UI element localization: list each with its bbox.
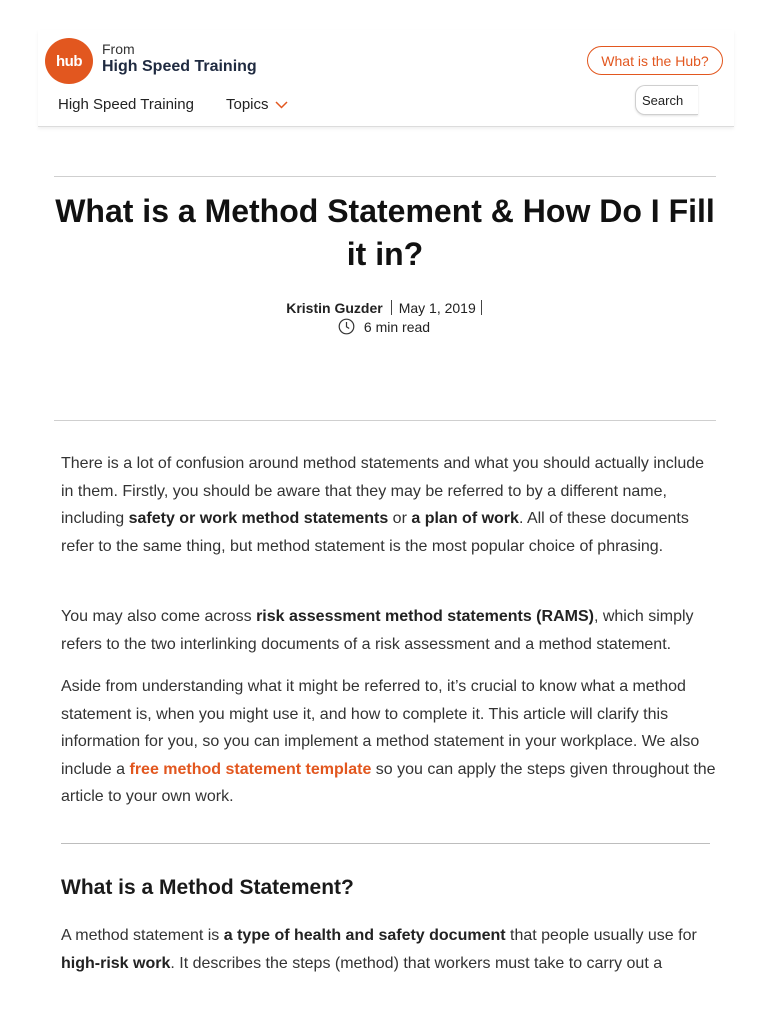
title-top-divider <box>54 176 716 177</box>
rams-paragraph <box>61 603 716 658</box>
site-header <box>38 30 734 127</box>
nav-topics-label: Topics <box>226 96 269 113</box>
hub-logo[interactable] <box>45 38 93 84</box>
clock-icon <box>338 318 355 335</box>
text: A method statement is <box>61 927 224 944</box>
byline-separator <box>481 300 482 315</box>
bold-text: safety or work method statements <box>128 510 389 527</box>
nav-topics[interactable] <box>226 96 288 113</box>
bold-text: risk assessment method statements (RAMS) <box>256 608 594 625</box>
text: You may also come across <box>61 608 257 625</box>
template-link[interactable]: free method statement template <box>129 760 372 778</box>
chevron-down-icon <box>275 101 288 109</box>
read-time <box>0 318 768 335</box>
byline <box>0 300 768 316</box>
text: . All of these documents refer to the same thing, but method statement is the most popular choice of phrasing. <box>61 510 689 555</box>
bold-text: a type of health and safety document <box>223 927 506 944</box>
text: that people usually use for <box>505 927 697 944</box>
text: . It describes the steps (method) that workers must take to carry out a <box>170 954 663 972</box>
publish-date: May 1, 2019 <box>398 300 476 316</box>
intro-paragraph <box>61 450 716 560</box>
brand-from: From <box>102 41 135 57</box>
page-title: What is a Method Statement & How Do I Fill it in? <box>55 193 715 272</box>
logo-text: hub <box>56 52 82 70</box>
read-time-label: 6 min read <box>363 318 431 335</box>
byline-separator <box>391 300 392 315</box>
what-is-hub-button[interactable]: What is the Hub? <box>587 46 723 75</box>
bold-text: high-risk work <box>61 954 171 972</box>
author-name[interactable]: Kristin Guzder <box>286 300 383 316</box>
section-divider <box>61 843 710 844</box>
aside-paragraph <box>61 673 716 811</box>
text: Aside from understanding what it might be referred to, it’s crucial to know what a method statement is, when you might use it, and how to complete it. This article will clarify this information for you, so you can implement a method statement in your workplace. We also include a <box>61 678 700 778</box>
nav-high-speed-training[interactable]: High Speed Training <box>58 96 194 113</box>
header-bottom-divider <box>54 420 716 421</box>
text: or <box>388 510 412 527</box>
section-heading: What is a Method Statement? <box>61 876 354 899</box>
definition-paragraph <box>61 922 716 977</box>
text: , which simply refers to the two interlinking documents of a risk assessment and a method statement. <box>61 608 694 653</box>
brand-name[interactable]: High Speed Training <box>102 58 257 75</box>
text: There is a lot of confusion around method statements and what you should actually include in them. Firstly, you should be aware that they may be referred to by a different name, including <box>61 455 705 527</box>
text: so you can apply the steps given throughout the article to your own work. <box>61 760 716 805</box>
search-input[interactable] <box>635 85 698 115</box>
bold-text: a plan of work <box>411 510 519 527</box>
